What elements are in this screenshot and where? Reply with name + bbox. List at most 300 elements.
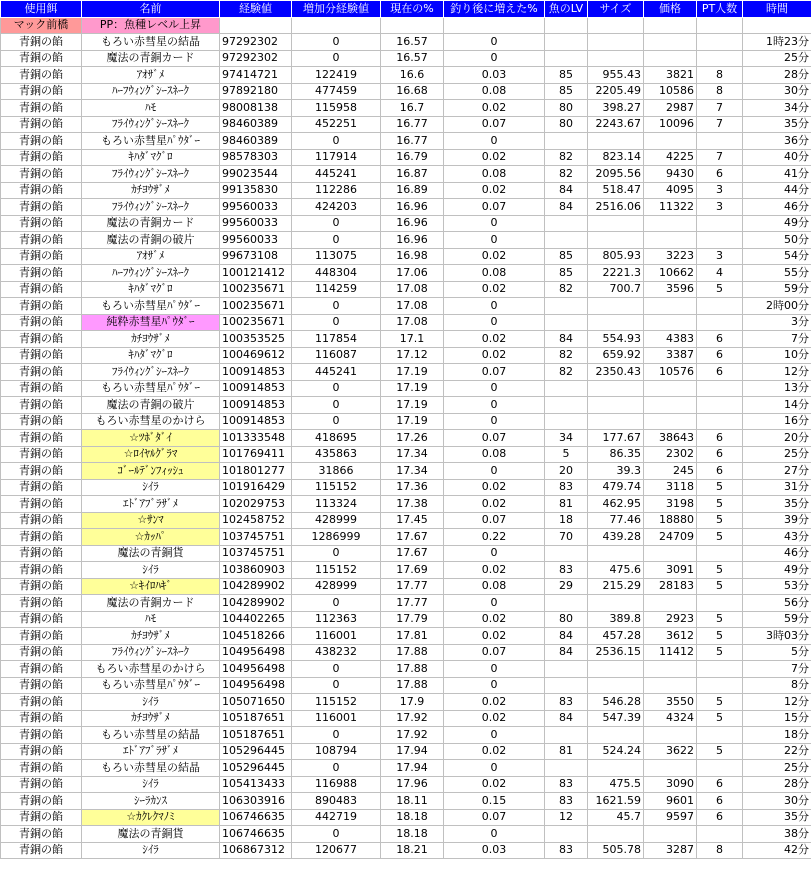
cell-size[interactable]: 45.7 xyxy=(588,809,644,826)
cell-inc[interactable]: 0 xyxy=(444,397,545,414)
cell-price[interactable]: 10662 xyxy=(644,265,697,282)
cell-bait[interactable]: 青銅の餡 xyxy=(1,67,82,84)
cell-pt[interactable]: 3 xyxy=(697,199,743,216)
cell-size[interactable]: 518.47 xyxy=(588,182,644,199)
cell-pct[interactable]: 17.79 xyxy=(381,611,444,628)
cell-pct[interactable]: 16.77 xyxy=(381,116,444,133)
cell-pt[interactable] xyxy=(697,34,743,51)
cell-price[interactable] xyxy=(644,677,697,694)
cell-fish-name[interactable]: ﾌﾗｲｳｨﾝｸﾞｼｰｽﾈｰｸ xyxy=(82,116,220,133)
cell-exp[interactable]: 97292302 xyxy=(220,50,292,67)
cell-gain[interactable]: 428999 xyxy=(292,512,381,529)
cell-lv[interactable]: 84 xyxy=(545,644,588,661)
cell-bait[interactable]: 青銅の餡 xyxy=(1,776,82,793)
cell-pct[interactable]: 17.06 xyxy=(381,265,444,282)
cell-pt[interactable] xyxy=(697,314,743,331)
cell-pct[interactable]: 16.96 xyxy=(381,199,444,216)
cell-exp[interactable]: 99560033 xyxy=(220,232,292,249)
cell-inc[interactable]: 0.02 xyxy=(444,331,545,348)
cell-bait[interactable]: 青銅の餡 xyxy=(1,281,82,298)
cell-price[interactable] xyxy=(644,314,697,331)
cell-gain[interactable]: 0 xyxy=(292,50,381,67)
cell-size[interactable] xyxy=(588,34,644,51)
cell-pct[interactable]: 16.77 xyxy=(381,133,444,150)
cell-inc[interactable]: 0 xyxy=(444,595,545,612)
cell-size[interactable]: 2205.49 xyxy=(588,83,644,100)
cell-inc[interactable]: 0.07 xyxy=(444,116,545,133)
cell-gain[interactable]: 115958 xyxy=(292,100,381,117)
cell-price[interactable] xyxy=(644,133,697,150)
cell-inc[interactable]: 0.02 xyxy=(444,611,545,628)
cell-pt[interactable]: 8 xyxy=(697,842,743,859)
cell-lv[interactable]: 12 xyxy=(545,809,588,826)
cell-price[interactable]: 28183 xyxy=(644,578,697,595)
cell-fish-name[interactable]: ﾌﾗｲｳｨﾝｸﾞｼｰｽﾈｰｸ xyxy=(82,166,220,183)
cell-bait[interactable]: 青銅の餡 xyxy=(1,611,82,628)
cell-bait[interactable]: 青銅の餡 xyxy=(1,479,82,496)
cell-inc[interactable]: 0.08 xyxy=(444,578,545,595)
cell-lv[interactable]: 80 xyxy=(545,100,588,117)
header-col-bait[interactable]: 使用餌 xyxy=(1,1,82,18)
cell-inc[interactable]: 0.08 xyxy=(444,166,545,183)
cell-price[interactable]: 3612 xyxy=(644,628,697,645)
cell-size[interactable]: 86.35 xyxy=(588,446,644,463)
cell-time[interactable]: 50分 xyxy=(743,232,811,249)
cell-price[interactable]: 3090 xyxy=(644,776,697,793)
cell-time[interactable]: 10分 xyxy=(743,347,811,364)
header-col-pct[interactable]: 現在の% xyxy=(381,1,444,18)
cell-price[interactable]: 10576 xyxy=(644,364,697,381)
header-col-gain[interactable]: 増加分経験値 xyxy=(292,1,381,18)
cell-inc[interactable]: 0.02 xyxy=(444,628,545,645)
cell-pt[interactable]: 5 xyxy=(697,529,743,546)
header-col-time[interactable]: 時間 xyxy=(743,1,811,18)
cell-time[interactable]: 39分 xyxy=(743,512,811,529)
cell-pt[interactable]: 6 xyxy=(697,166,743,183)
cell-price[interactable] xyxy=(644,298,697,315)
cell-bait[interactable]: 青銅の餡 xyxy=(1,380,82,397)
cell-fish-name[interactable]: ｼｲﾗ xyxy=(82,479,220,496)
cell-exp[interactable]: 104518266 xyxy=(220,628,292,645)
cell-lv[interactable] xyxy=(545,397,588,414)
cell-gain[interactable]: 428999 xyxy=(292,578,381,595)
cell-gain[interactable]: 108794 xyxy=(292,743,381,760)
cell-time[interactable]: 55分 xyxy=(743,265,811,282)
cell-pct[interactable]: 17.1 xyxy=(381,331,444,348)
cell-time[interactable]: 30分 xyxy=(743,83,811,100)
cell-time[interactable]: 34分 xyxy=(743,100,811,117)
cell-inc[interactable]: 0 xyxy=(444,34,545,51)
cell-exp[interactable]: 102029753 xyxy=(220,496,292,513)
cell-gain[interactable]: 122419 xyxy=(292,67,381,84)
cell-inc[interactable]: 0.02 xyxy=(444,248,545,265)
cell-pct[interactable]: 17.36 xyxy=(381,479,444,496)
cell-price[interactable] xyxy=(644,661,697,678)
cell-lv[interactable]: 82 xyxy=(545,281,588,298)
cell-pct[interactable]: 17.9 xyxy=(381,694,444,711)
cell-gain[interactable]: 418695 xyxy=(292,430,381,447)
cell-pt[interactable]: 5 xyxy=(697,281,743,298)
cell-gain[interactable]: 0 xyxy=(292,314,381,331)
cell-fish-name[interactable]: ｶﾁﾖｳｻﾞﾒ xyxy=(82,331,220,348)
cell-fish-name[interactable]: ｼｲﾗ xyxy=(82,776,220,793)
cell-time[interactable]: 46分 xyxy=(743,199,811,216)
cell-time[interactable]: 54分 xyxy=(743,248,811,265)
cell-time[interactable]: 12分 xyxy=(743,364,811,381)
cell-gain[interactable]: 31866 xyxy=(292,463,381,480)
cell-pt[interactable]: 7 xyxy=(697,149,743,166)
cell-bait[interactable]: 青銅の餡 xyxy=(1,809,82,826)
cell-lv[interactable]: 80 xyxy=(545,611,588,628)
cell-size[interactable]: 389.8 xyxy=(588,611,644,628)
cell-exp[interactable]: 97892180 xyxy=(220,83,292,100)
cell-bait[interactable]: 青銅の餡 xyxy=(1,727,82,744)
cell-price[interactable]: 4225 xyxy=(644,149,697,166)
cell-gain[interactable]: 0 xyxy=(292,133,381,150)
cell-time[interactable]: 3分 xyxy=(743,314,811,331)
cell-size[interactable]: 2243.67 xyxy=(588,116,644,133)
cell-exp[interactable]: 101916429 xyxy=(220,479,292,496)
cell-time[interactable]: 35分 xyxy=(743,116,811,133)
cell-gain[interactable]: 0 xyxy=(292,215,381,232)
cell-time[interactable]: 14分 xyxy=(743,397,811,414)
cell-pct[interactable]: 17.92 xyxy=(381,727,444,744)
cell-pt[interactable]: 7 xyxy=(697,116,743,133)
cell-size[interactable] xyxy=(588,727,644,744)
cell-exp[interactable]: 98578303 xyxy=(220,149,292,166)
cell-inc[interactable]: 0 xyxy=(444,760,545,777)
cell-inc[interactable]: 0.02 xyxy=(444,710,545,727)
cell-pt[interactable] xyxy=(697,826,743,843)
cell-exp[interactable]: 106303916 xyxy=(220,793,292,810)
cell-fish-name[interactable]: ☆ﾛｲﾔﾙｸﾞﾗﾏ xyxy=(82,446,220,463)
cell-pt[interactable]: 3 xyxy=(697,182,743,199)
cell-time[interactable]: 15分 xyxy=(743,710,811,727)
cell-time[interactable]: 16分 xyxy=(743,413,811,430)
cell-time[interactable]: 44分 xyxy=(743,182,811,199)
cell-pt[interactable] xyxy=(697,595,743,612)
cell-bait[interactable]: 青銅の餡 xyxy=(1,347,82,364)
cell-fish-name[interactable]: ﾊﾓ xyxy=(82,100,220,117)
cell-gain[interactable]: 0 xyxy=(292,380,381,397)
empty-cell[interactable] xyxy=(644,17,697,34)
cell-price[interactable]: 11322 xyxy=(644,199,697,216)
cell-lv[interactable] xyxy=(545,215,588,232)
cell-size[interactable]: 475.6 xyxy=(588,562,644,579)
cell-pct[interactable]: 17.94 xyxy=(381,760,444,777)
cell-time[interactable]: 46分 xyxy=(743,545,811,562)
cell-inc[interactable]: 0.02 xyxy=(444,281,545,298)
cell-inc[interactable]: 0 xyxy=(444,463,545,480)
cell-time[interactable]: 22分 xyxy=(743,743,811,760)
cell-pt[interactable]: 5 xyxy=(697,743,743,760)
cell-fish-name[interactable]: ﾌﾗｲｳｨﾝｸﾞｼｰｽﾈｰｸ xyxy=(82,199,220,216)
cell-exp[interactable]: 99560033 xyxy=(220,215,292,232)
cell-exp[interactable]: 103745751 xyxy=(220,529,292,546)
cell-bait[interactable]: 青銅の餡 xyxy=(1,314,82,331)
cell-lv[interactable]: 85 xyxy=(545,265,588,282)
cell-inc[interactable]: 0 xyxy=(444,677,545,694)
empty-cell[interactable] xyxy=(743,17,811,34)
cell-pt[interactable]: 6 xyxy=(697,446,743,463)
cell-bait[interactable]: 青銅の餡 xyxy=(1,529,82,546)
cell-pt[interactable]: 8 xyxy=(697,83,743,100)
cell-inc[interactable]: 0.07 xyxy=(444,199,545,216)
cell-exp[interactable]: 100353525 xyxy=(220,331,292,348)
cell-size[interactable] xyxy=(588,595,644,612)
cell-pt[interactable]: 6 xyxy=(697,793,743,810)
cell-exp[interactable]: 105071650 xyxy=(220,694,292,711)
cell-fish-name[interactable]: ｶﾁﾖｳｻﾞﾒ xyxy=(82,182,220,199)
cell-time[interactable]: 7分 xyxy=(743,331,811,348)
cell-gain[interactable]: 0 xyxy=(292,826,381,843)
cell-price[interactable] xyxy=(644,545,697,562)
cell-pct[interactable]: 17.77 xyxy=(381,578,444,595)
cell-exp[interactable]: 100235671 xyxy=(220,298,292,315)
cell-time[interactable]: 3時03分 xyxy=(743,628,811,645)
cell-size[interactable] xyxy=(588,545,644,562)
cell-gain[interactable]: 112286 xyxy=(292,182,381,199)
cell-gain[interactable]: 0 xyxy=(292,34,381,51)
cell-fish-name[interactable]: もろい赤彗星ﾊﾟｳﾀﾞｰ xyxy=(82,677,220,694)
cell-inc[interactable]: 0.07 xyxy=(444,430,545,447)
cell-fish-name[interactable]: ☆ﾂﾎﾞﾀﾞｲ xyxy=(82,430,220,447)
cell-inc[interactable]: 0 xyxy=(444,413,545,430)
cell-lv[interactable]: 82 xyxy=(545,364,588,381)
cell-price[interactable]: 3550 xyxy=(644,694,697,711)
cell-size[interactable]: 2516.06 xyxy=(588,199,644,216)
cell-price[interactable]: 2302 xyxy=(644,446,697,463)
cell-bait[interactable]: 青銅の餡 xyxy=(1,628,82,645)
cell-gain[interactable]: 0 xyxy=(292,545,381,562)
cell-fish-name[interactable]: もろい赤彗星の結晶 xyxy=(82,727,220,744)
cell-lv[interactable] xyxy=(545,380,588,397)
cell-inc[interactable]: 0.02 xyxy=(444,149,545,166)
cell-inc[interactable]: 0 xyxy=(444,380,545,397)
cell-fish-name[interactable]: ﾊﾓ xyxy=(82,611,220,628)
cell-bait[interactable]: 青銅の餡 xyxy=(1,463,82,480)
cell-size[interactable]: 475.5 xyxy=(588,776,644,793)
cell-inc[interactable]: 0.02 xyxy=(444,347,545,364)
cell-price[interactable] xyxy=(644,34,697,51)
cell-size[interactable] xyxy=(588,215,644,232)
cell-pt[interactable]: 7 xyxy=(697,100,743,117)
cell-fish-name[interactable]: ☆ｶｸﾚｸﾏﾉﾐ xyxy=(82,809,220,826)
cell-pct[interactable]: 17.88 xyxy=(381,644,444,661)
cell-bait[interactable]: 青銅の餡 xyxy=(1,116,82,133)
cell-lv[interactable] xyxy=(545,661,588,678)
subheader-name[interactable]: PP：魚種レベル上昇 xyxy=(82,17,220,34)
cell-gain[interactable]: 116001 xyxy=(292,710,381,727)
cell-price[interactable] xyxy=(644,232,697,249)
cell-lv[interactable] xyxy=(545,595,588,612)
cell-exp[interactable]: 105187651 xyxy=(220,710,292,727)
cell-time[interactable]: 28分 xyxy=(743,67,811,84)
cell-lv[interactable]: 80 xyxy=(545,116,588,133)
cell-fish-name[interactable]: ｺﾞｰﾙﾃﾞﾝﾌｨｯｼｭ xyxy=(82,463,220,480)
cell-exp[interactable]: 106867312 xyxy=(220,842,292,859)
empty-cell[interactable] xyxy=(545,17,588,34)
cell-pct[interactable]: 16.98 xyxy=(381,248,444,265)
cell-lv[interactable] xyxy=(545,760,588,777)
cell-fish-name[interactable]: 純粋赤彗星ﾊﾟｳﾀﾞｰ xyxy=(82,314,220,331)
cell-price[interactable]: 24709 xyxy=(644,529,697,546)
cell-fish-name[interactable]: ｴﾄﾞｱﾌﾞﾗｻﾞﾒ xyxy=(82,496,220,513)
cell-pt[interactable]: 5 xyxy=(697,496,743,513)
cell-exp[interactable]: 100121412 xyxy=(220,265,292,282)
cell-gain[interactable]: 0 xyxy=(292,413,381,430)
cell-price[interactable]: 4095 xyxy=(644,182,697,199)
cell-inc[interactable]: 0 xyxy=(444,314,545,331)
cell-pt[interactable]: 6 xyxy=(697,776,743,793)
cell-gain[interactable]: 445241 xyxy=(292,166,381,183)
cell-pt[interactable] xyxy=(697,727,743,744)
cell-size[interactable]: 2350.43 xyxy=(588,364,644,381)
cell-exp[interactable]: 100914853 xyxy=(220,413,292,430)
cell-inc[interactable]: 0 xyxy=(444,826,545,843)
header-col-size[interactable]: サイズ xyxy=(588,1,644,18)
cell-gain[interactable]: 435863 xyxy=(292,446,381,463)
header-col-name[interactable]: 名前 xyxy=(82,1,220,18)
cell-pt[interactable]: 4 xyxy=(697,265,743,282)
cell-lv[interactable] xyxy=(545,826,588,843)
cell-exp[interactable]: 100469612 xyxy=(220,347,292,364)
cell-gain[interactable]: 424203 xyxy=(292,199,381,216)
cell-pt[interactable] xyxy=(697,380,743,397)
cell-lv[interactable]: 34 xyxy=(545,430,588,447)
cell-pct[interactable]: 17.69 xyxy=(381,562,444,579)
cell-pct[interactable]: 17.34 xyxy=(381,463,444,480)
cell-inc[interactable]: 0.02 xyxy=(444,100,545,117)
cell-lv[interactable] xyxy=(545,727,588,744)
cell-size[interactable]: 39.3 xyxy=(588,463,644,480)
cell-pt[interactable]: 8 xyxy=(697,67,743,84)
cell-lv[interactable]: 84 xyxy=(545,182,588,199)
cell-pct[interactable]: 16.57 xyxy=(381,34,444,51)
cell-price[interactable]: 9430 xyxy=(644,166,697,183)
cell-fish-name[interactable]: ｷﾊﾀﾞﾏｸﾞﾛ xyxy=(82,149,220,166)
cell-price[interactable]: 9601 xyxy=(644,793,697,810)
cell-gain[interactable]: 0 xyxy=(292,677,381,694)
cell-exp[interactable]: 106746635 xyxy=(220,826,292,843)
cell-bait[interactable]: 青銅の餡 xyxy=(1,133,82,150)
cell-price[interactable]: 3091 xyxy=(644,562,697,579)
cell-gain[interactable]: 116087 xyxy=(292,347,381,364)
cell-pct[interactable]: 17.08 xyxy=(381,281,444,298)
cell-inc[interactable]: 0.07 xyxy=(444,809,545,826)
cell-time[interactable]: 5分 xyxy=(743,644,811,661)
cell-fish-name[interactable]: 魔法の青銅カード xyxy=(82,595,220,612)
cell-pct[interactable]: 18.18 xyxy=(381,809,444,826)
cell-gain[interactable]: 117854 xyxy=(292,331,381,348)
cell-lv[interactable] xyxy=(545,677,588,694)
cell-size[interactable] xyxy=(588,50,644,67)
cell-exp[interactable]: 104956498 xyxy=(220,677,292,694)
cell-lv[interactable]: 70 xyxy=(545,529,588,546)
cell-time[interactable]: 43分 xyxy=(743,529,811,546)
cell-lv[interactable]: 83 xyxy=(545,479,588,496)
cell-gain[interactable]: 1286999 xyxy=(292,529,381,546)
cell-bait[interactable]: 青銅の餡 xyxy=(1,215,82,232)
empty-cell[interactable] xyxy=(381,17,444,34)
cell-exp[interactable]: 101769411 xyxy=(220,446,292,463)
cell-lv[interactable] xyxy=(545,545,588,562)
cell-price[interactable]: 245 xyxy=(644,463,697,480)
cell-time[interactable]: 7分 xyxy=(743,661,811,678)
cell-fish-name[interactable]: もろい赤彗星ﾊﾟｳﾀﾞｰ xyxy=(82,380,220,397)
cell-exp[interactable]: 104956498 xyxy=(220,661,292,678)
cell-fish-name[interactable]: ｶﾁﾖｳｻﾞﾒ xyxy=(82,710,220,727)
cell-time[interactable]: 42分 xyxy=(743,842,811,859)
cell-gain[interactable]: 115152 xyxy=(292,479,381,496)
cell-size[interactable]: 479.74 xyxy=(588,479,644,496)
cell-size[interactable]: 554.93 xyxy=(588,331,644,348)
cell-lv[interactable]: 83 xyxy=(545,562,588,579)
cell-bait[interactable]: 青銅の餡 xyxy=(1,446,82,463)
cell-lv[interactable]: 18 xyxy=(545,512,588,529)
cell-bait[interactable]: 青銅の餡 xyxy=(1,760,82,777)
cell-fish-name[interactable]: ｷﾊﾀﾞﾏｸﾞﾛ xyxy=(82,347,220,364)
cell-bait[interactable]: 青銅の餡 xyxy=(1,595,82,612)
cell-inc[interactable]: 0.02 xyxy=(444,496,545,513)
cell-exp[interactable]: 100235671 xyxy=(220,314,292,331)
cell-bait[interactable]: 青銅の餡 xyxy=(1,710,82,727)
cell-exp[interactable]: 100914853 xyxy=(220,364,292,381)
cell-price[interactable] xyxy=(644,50,697,67)
cell-inc[interactable]: 0.22 xyxy=(444,529,545,546)
cell-bait[interactable]: 青銅の餡 xyxy=(1,644,82,661)
cell-pct[interactable]: 17.67 xyxy=(381,529,444,546)
cell-inc[interactable]: 0.07 xyxy=(444,512,545,529)
cell-pt[interactable] xyxy=(697,661,743,678)
cell-pct[interactable]: 18.18 xyxy=(381,826,444,843)
cell-bait[interactable]: 青銅の餡 xyxy=(1,166,82,183)
cell-lv[interactable]: 85 xyxy=(545,83,588,100)
cell-size[interactable]: 177.67 xyxy=(588,430,644,447)
cell-size[interactable] xyxy=(588,380,644,397)
cell-bait[interactable]: 青銅の餡 xyxy=(1,545,82,562)
cell-size[interactable]: 524.24 xyxy=(588,743,644,760)
cell-exp[interactable]: 98460389 xyxy=(220,116,292,133)
cell-inc[interactable]: 0 xyxy=(444,545,545,562)
empty-cell[interactable] xyxy=(220,17,292,34)
cell-gain[interactable]: 120677 xyxy=(292,842,381,859)
cell-bait[interactable]: 青銅の餡 xyxy=(1,149,82,166)
cell-fish-name[interactable]: もろい赤彗星の結晶 xyxy=(82,34,220,51)
cell-pt[interactable]: 5 xyxy=(697,628,743,645)
cell-size[interactable]: 955.43 xyxy=(588,67,644,84)
cell-pt[interactable]: 5 xyxy=(697,694,743,711)
cell-lv[interactable]: 84 xyxy=(545,331,588,348)
cell-fish-name[interactable]: ｶﾁﾖｳｻﾞﾒ xyxy=(82,628,220,645)
header-col-pt[interactable]: PT人数 xyxy=(697,1,743,18)
cell-fish-name[interactable]: 魔法の青銅の破片 xyxy=(82,232,220,249)
cell-size[interactable]: 439.28 xyxy=(588,529,644,546)
cell-pt[interactable]: 5 xyxy=(697,562,743,579)
cell-exp[interactable]: 99135830 xyxy=(220,182,292,199)
cell-pt[interactable]: 6 xyxy=(697,430,743,447)
cell-pct[interactable]: 17.94 xyxy=(381,743,444,760)
cell-time[interactable]: 36分 xyxy=(743,133,811,150)
cell-bait[interactable]: 青銅の餡 xyxy=(1,199,82,216)
cell-exp[interactable]: 101801277 xyxy=(220,463,292,480)
cell-pct[interactable]: 17.34 xyxy=(381,446,444,463)
cell-lv[interactable]: 29 xyxy=(545,578,588,595)
cell-lv[interactable]: 84 xyxy=(545,710,588,727)
empty-cell[interactable] xyxy=(444,17,545,34)
cell-gain[interactable]: 117914 xyxy=(292,149,381,166)
cell-fish-name[interactable]: もろい赤彗星のかけら xyxy=(82,413,220,430)
